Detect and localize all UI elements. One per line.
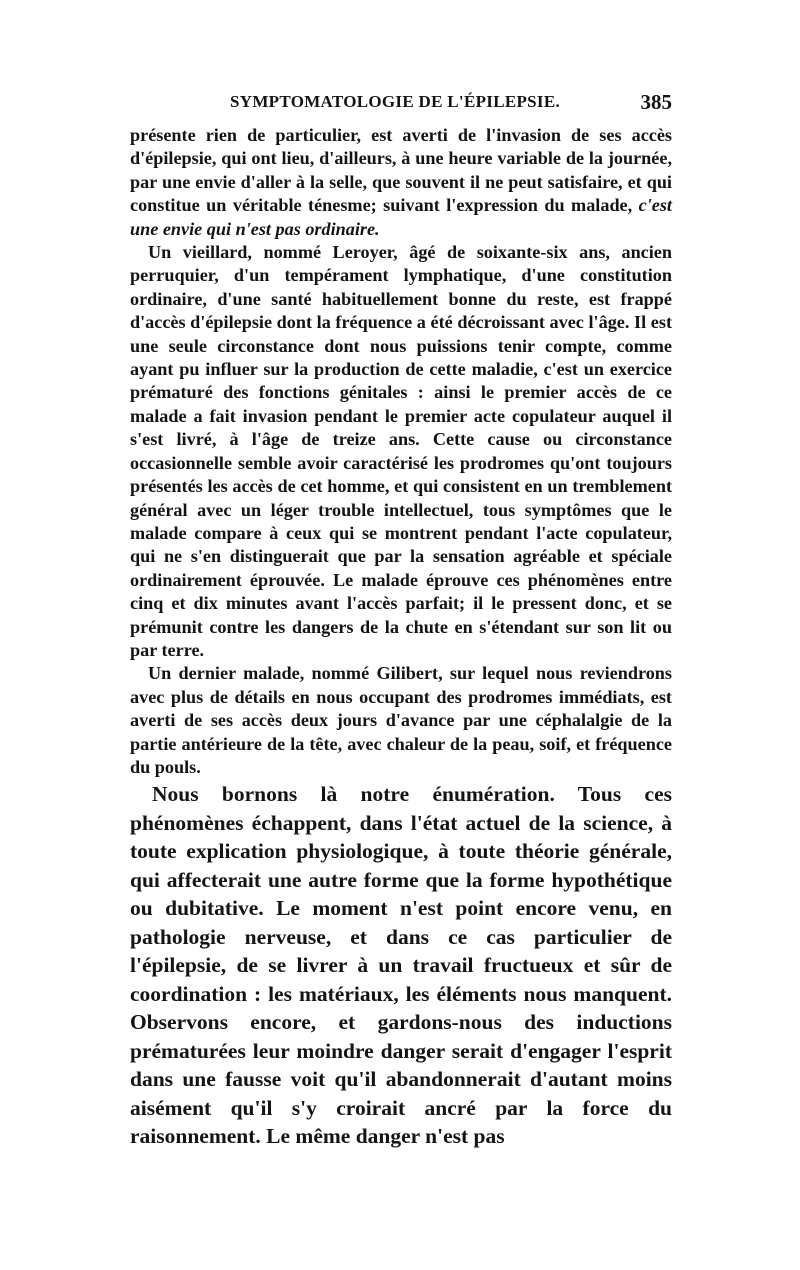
paragraph-3: Un dernier malade, nommé Gilibert, sur lequel nous reviendrons avec plus de détails en nous occupant des prodromes immédiats, est averti de ses accès deux jours d'avance par une céphalalgie de la partie antérieure de la tête, avec chaleur de la peau, soif, et fréquence du pouls.	[130, 663, 672, 777]
page-header	[130, 92, 672, 120]
running-title: SYMPTOMATOLOGIE DE L'ÉPILEPSIE.	[230, 92, 561, 111]
paragraph-1	[130, 124, 672, 241]
paragraph-2: Un vieillard, nommé Leroyer, âgé de soixante-six ans, ancien perruquier, d'un tempérament lymphatique, d'une constitution ordinaire, d'une santé habituellement bonne du reste, est frappé d'accès d'épilepsie dont la fréquence a été décroissant avec l'âge. Il est une seule circonstance dont nous puissions tenir compte, comme ayant pu influer sur la production de cette maladie, c'est un exercice prématuré des fonctions génitales : ainsi le premier accès de ce malade a fait invasion pendant le premier acte copulateur auquel il s'est livré, à l'âge de treize ans. Cette cause ou circonstance occasionnelle semble avoir caractérisé les prodromes qu'ont toujours présentés les accès de cet homme, et qui consistent en un tremblement général avec un léger trouble intellectuel, tous symptômes que le malade compare à ceux qui se montrent pendant l'acte copulateur, qui ne s'en distinguerait que par la sensation agréable et spéciale ordinairement éprouvée. Le malade éprouve ces phénomènes entre cinq et dix minutes avant l'accès parfait; il le pressent donc, et se prémunit contre les dangers de la chute en s'étendant sur son lit ou par terre.	[130, 242, 672, 660]
concluding-text	[130, 780, 672, 1151]
body-text	[130, 124, 672, 779]
paragraph-4: Nous bornons là notre énumération. Tous ces phénomènes échappent, dans l'état actuel de la science, à toute explication physiologique, à toute théorie générale, qui affecterait une autre forme que la forme hypothétique ou dubitative. Le moment n'est point encore venu, en pathologie nerveuse, et dans ce cas particulier de l'épilepsie, de se livrer à un travail fructueux et sûr de coordination : les matériaux, les éléments nous manquent. Observons encore, et gardons-nous des inductions prématurées leur moindre danger serait d'engager l'esprit dans une fausse voit qu'il abandonnerait d'autant moins aisément qu'il s'y croirait ancré par la force du raisonnement. Le même danger n'est pas	[130, 782, 672, 1148]
paragraph-1-text: présente rien de particulier, est averti de l'invasion de ses accès d'épilepsie, qui ont lieu, d'ailleurs, à une heure variable de la journée, par une envie d'aller à la selle, que souvent il ne peut satisfaire, et qui constitue un véritable ténesme; suivant l'expression du malade,	[130, 125, 672, 216]
paragraph-1-emphasis: c'est une envie qui n'est pas ordinaire.	[130, 195, 672, 239]
page-number: 385	[640, 90, 672, 114]
